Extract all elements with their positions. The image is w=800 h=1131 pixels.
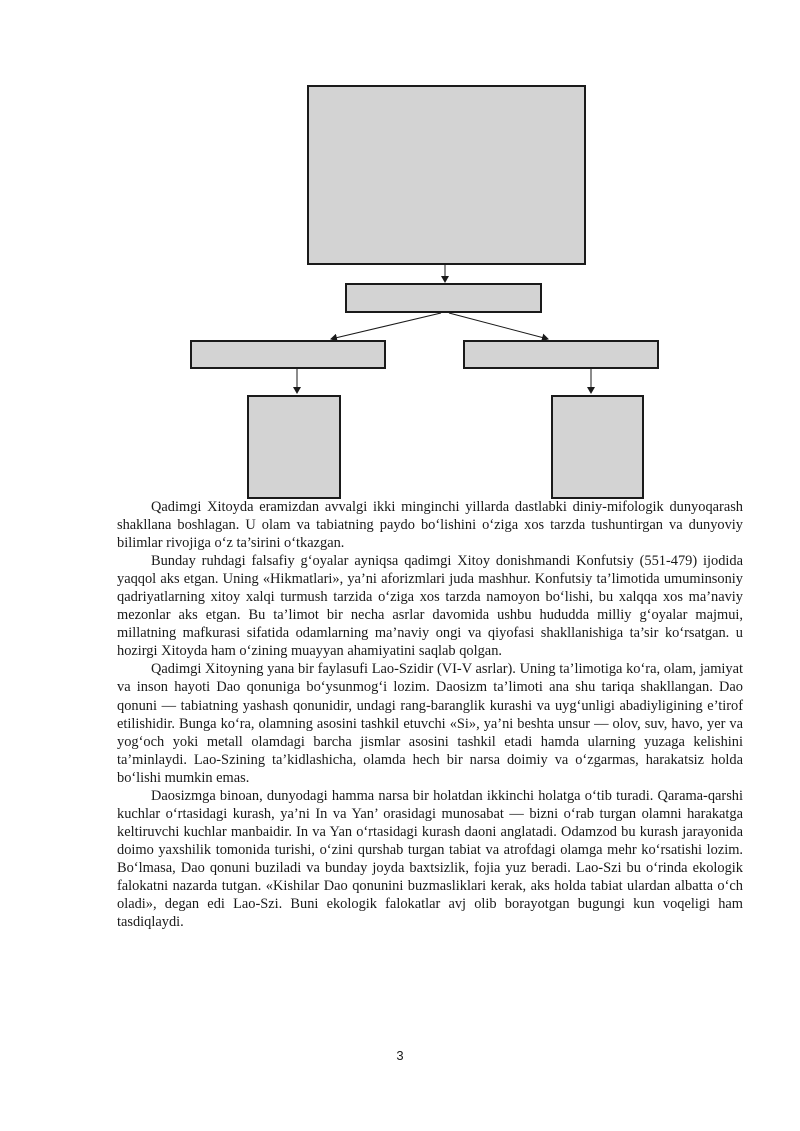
body-text xyxy=(117,498,743,931)
diagram-box-left xyxy=(190,340,386,369)
diagram-box-right xyxy=(463,340,659,369)
diagram-box-top xyxy=(307,85,586,265)
paragraph: Daosizmga binoan, dunyodagi hamma narsa bir holatdan ikkinchi holatga o‘tib turadi. Qarama-qarshi kuchlar o‘rtasidagi kurash, ya’ni In va Yan’ orasidagi munosabat — bizni o‘rab turgan olamni harakatga keltiruvchi kuchlar manbaidir. In va Yan o‘rtasidagi kurash daoni anglatadi. Odamzod bu kurash jarayonida doimo yaxshilik tomonida turishi, o‘zini qurshab turgan tabiat va atrofdagi olamga mehr ko‘rsatishi lozim. Bo‘lmasa, Dao qonuni buziladi va bunday joyda baxtsizlik, fojia yuz beradi. Lao-Szi bu o‘rinda ekologik falokatni nazarda tutgan. «Kishilar Dao qonunini buzmasliklari kerak, aks holda tabiat ulardan albatta o‘ch oladi», degan edi Lao-Szi. Buni ekologik falokatlar avj olib borayotgan bugungi kun voqeligi ham tasdiqlaydi. xyxy=(117,787,743,931)
paragraph: Qadimgi Xitoyning yana bir faylasufi Lao-Szidir (VI-V asrlar). Uning ta’limotiga ko‘ra, olam, jamiyat va inson hayoti Dao qonuniga bo‘ysunmog‘i lozim. Daosizm ta’limoti ana shu tariqa shakllangan. Dao qonuni — tabiatning yashash qonunidir, undagi rang-baranglik kurashi va uyg‘unligi abadiyligining e’tirof etilishidir. Bunga ko‘ra, olamning asosini tashkil etuvchi «Si», ya’ni beshta unsur — olov, suv, havo, yer va yog‘och yoki metall olamdagi barcha jismlar asosini tashkil etadi hamda ularning yuzaga kelishini ta’minlaydi. Lao-Szining ta’kidlashicha, olamda hech bir narsa doimiy va o‘zgarmas, harakatsiz holda bo‘lishi mumkin emas. xyxy=(117,661,743,786)
arrow-middle-to-left xyxy=(331,313,441,339)
diagram xyxy=(0,0,800,500)
page-number: 3 xyxy=(396,1048,404,1063)
diagram-box-bottom-left xyxy=(247,395,341,499)
diagram-box-bottom-right xyxy=(551,395,644,499)
paragraph: Bunday ruhdagi falsafiy g‘oyalar ayniqsa qadimgi Xitoy donishmandi Konfutsiy (551-479) ijodida yaqqol aks etgan. Uning «Hikmatlari», ya’ni aforizmlari juda mashhur. Konfutsiy ta’limotida umuminsoniy qadriyatlarning xitoy xalqi turmush tarzida o‘ziga xos tarzda namoyon bo‘lishi, bu xalqqa xos ma’naviy mezonlar aks etgan. Bu ta’limot bir necha asrlar davomida ushbu hududda milliy g‘oyalar majmui, millatning mafkurasi sifatida odamlarning ma’naviy ongi va qiyofasi shakllanishiga ta’sir ko‘rsatgan. u hozirgi Xitoyda ham o‘zining muayyan ahamiyatini saqlab qolgan. xyxy=(117,553,743,660)
arrow-middle-to-right xyxy=(449,313,548,339)
diagram-box-middle xyxy=(345,283,542,313)
paragraph: Qadimgi Xitoyda eramizdan avvalgi ikki minginchi yillarda dastlabki diniy-mifologik dunyoqarash shakllana boshlagan. U olam va tabiatning paydo bo‘lishini o‘ziga xos tarzda tushuntirgan va dunyoviy bilimlar rivojiga o‘z ta’sirini o‘tkazgan. xyxy=(117,499,743,552)
